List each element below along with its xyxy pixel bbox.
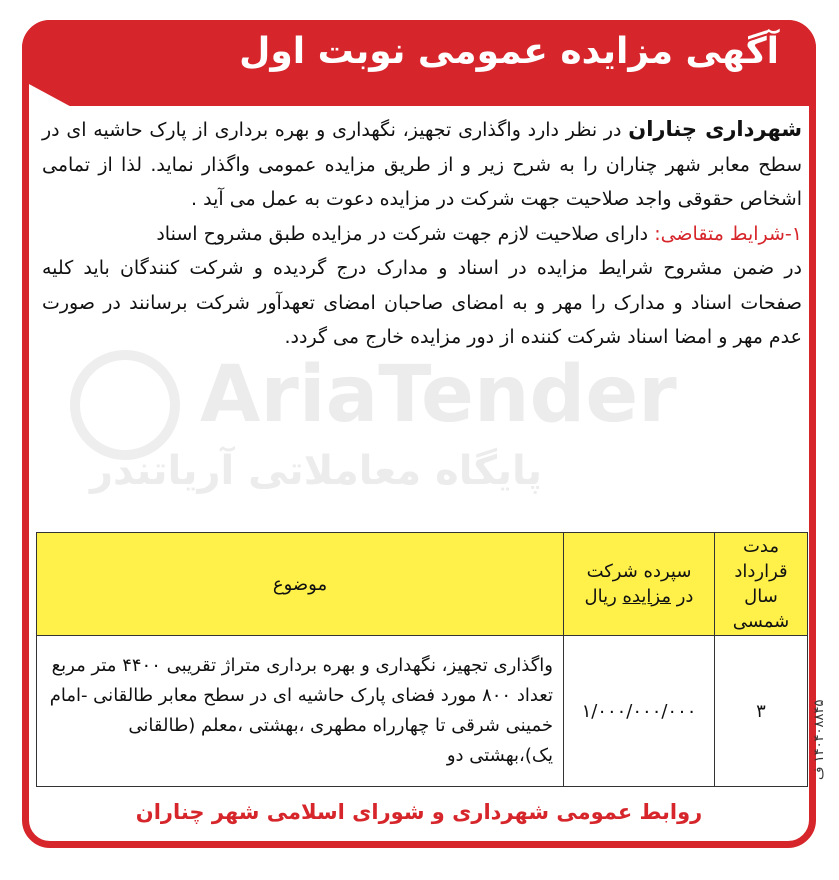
cell-duration: ۳ [715,636,808,787]
header-duration: مدت قرارداد سال شمسی [715,533,808,636]
page-title: آگهی مزایده عمومی نوبت اول [239,31,779,72]
header-deposit-line1: سپرده شرکت [586,561,692,582]
header-deposit-post: ریال [584,586,617,607]
cell-deposit: ۱/۰۰۰/۰۰۰/۰۰۰ [564,636,715,787]
cell-subject: واگذاری تجهیز، نگهداری و بهره برداری متراژ تقریبی ۴۴۰۰ متر مربع تعداد ۸۰۰ مورد فضای پارک حاشیه ای در سطح معابر طالقانی -امام خمینی شرقی تا چهارراه مطهری ،بهشتی ،معلم (طالقانی یک)،بهشتی دو [37,636,564,787]
conditions-label: ۱-شرایط متقاضی: [654,222,802,245]
organization-name: شهرداری چناران [628,117,802,141]
header-subject: موضوع [37,533,564,636]
table-row [37,636,808,787]
conditions-text: دارای صلاحیت لازم جهت شرکت در مزایده طبق مشروح اسناد [156,222,649,245]
auction-table [36,532,808,787]
header-deposit [564,533,715,636]
table-header-row [37,533,808,636]
notice-body [42,112,802,355]
watermark-brand: AriaTender [200,350,677,440]
intro-paragraph [42,112,802,217]
watermark-subtitle: پایگاه معاملاتی آریاتندر [90,448,543,494]
intro-text: در نظر دارد واگذاری تجهیز، نگهداری و بهره برداری از پارک حاشیه ای در سطح معابر شهر چناران را به شرح زیر و از طریق مزایده عمومی واگذار نماید. لذا از تمامی اشخاص حقوقی واجد صلاحیت جهت شرکت در مزایده دعوت به عمل می آید . [42,119,802,210]
notice-paragraph: در ضمن مشروح شرایط مزایده در اسناد و مدارک درج گردیده و شرکت کنندگان باید کلیه صفحات اسناد و مدارک را مهر و به امضای صاحبان امضای تعهدآور شرکت برسانند در صورت عدم مهر و امضا اسناد شرکت کننده از دور مزایده خارج می گردد. [42,257,802,348]
footer-signature: روابط عمومی شهرداری و شورای اسلامی شهر چناران [135,800,703,824]
header-deposit-link: مزایده [622,586,671,607]
side-reference-code: ۱۴۰۴۰۸۸۴۵ ف [812,700,827,781]
header-deposit-pre: در [676,586,694,607]
conditions-paragraph [42,217,802,252]
